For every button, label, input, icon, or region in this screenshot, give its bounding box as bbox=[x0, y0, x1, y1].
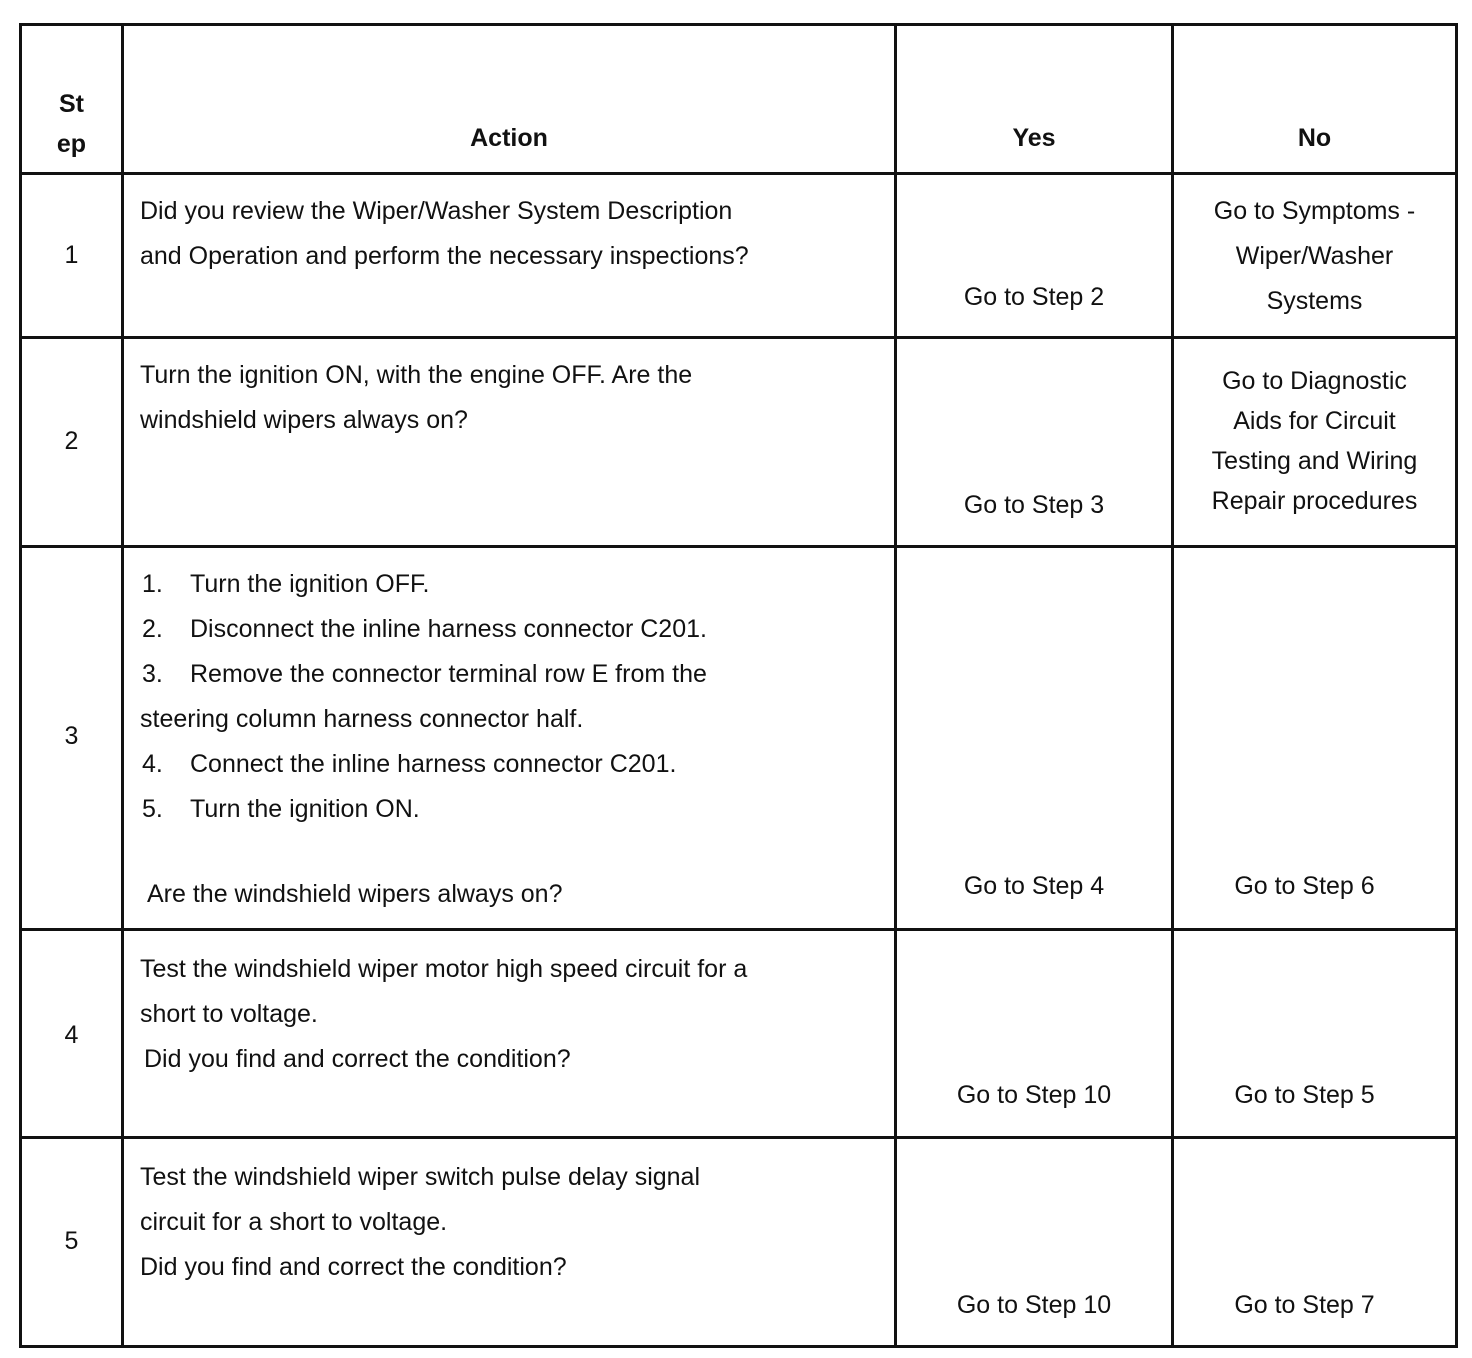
yes-cell bbox=[896, 547, 1173, 930]
yes-cell bbox=[896, 174, 1173, 338]
no-cell bbox=[1173, 174, 1457, 338]
action-line: Did you find and correct the condition? bbox=[140, 1253, 567, 1281]
yes-cell bbox=[896, 930, 1173, 1138]
action-cell bbox=[123, 930, 896, 1138]
no-line: Go to Diagnostic bbox=[1222, 367, 1407, 395]
table-row bbox=[21, 930, 1457, 1138]
header-action bbox=[123, 25, 896, 174]
no-cell bbox=[1173, 930, 1457, 1138]
header-no bbox=[1173, 25, 1457, 174]
action-question: Are the windshield wipers always on? bbox=[147, 880, 563, 908]
no-line: Aids for Circuit bbox=[1233, 407, 1396, 435]
step-number: 1 bbox=[64, 241, 79, 269]
no-cell bbox=[1173, 1138, 1457, 1347]
step-cell bbox=[21, 174, 123, 338]
yes-link[interactable]: Go to Step 10 bbox=[956, 1291, 1112, 1319]
yes-link[interactable]: Go to Step 10 bbox=[956, 1081, 1112, 1109]
yes-cell bbox=[896, 338, 1173, 547]
header-row bbox=[21, 25, 1457, 174]
list-item: 3. Remove the connector terminal row E from the bbox=[142, 660, 707, 688]
header-yes bbox=[896, 25, 1173, 174]
diagnostic-table bbox=[19, 23, 1458, 1348]
action-line: Test the windshield wiper motor high speed circuit for a bbox=[140, 955, 748, 983]
action-line: Did you find and correct the condition? bbox=[144, 1045, 571, 1073]
action-cell bbox=[123, 1138, 896, 1347]
action-line: Turn the ignition ON, with the engine OFF. Are the bbox=[140, 361, 693, 389]
action-line: Test the windshield wiper switch pulse delay signal bbox=[140, 1163, 701, 1191]
list-item-continuation: steering column harness connector half. bbox=[140, 705, 584, 733]
action-steps-list bbox=[140, 562, 874, 832]
action-line: and Operation and perform the necessary inspections? bbox=[140, 242, 749, 270]
table-row bbox=[21, 174, 1457, 338]
yes-link[interactable]: Go to Step 3 bbox=[963, 491, 1105, 519]
action-cell bbox=[123, 547, 896, 930]
no-link[interactable] bbox=[1182, 361, 1447, 521]
no-link[interactable]: Go to Step 7 bbox=[1234, 1291, 1375, 1319]
header-yes-label: Yes bbox=[1012, 124, 1056, 152]
step-cell bbox=[21, 338, 123, 547]
no-cell bbox=[1173, 547, 1457, 930]
action-line: Did you review the Wiper/Washer System Description bbox=[140, 197, 733, 225]
header-step-line2: ep bbox=[56, 130, 87, 158]
list-item: 4. Connect the inline harness connector C201. bbox=[142, 750, 677, 778]
list-item: 5. Turn the ignition ON. bbox=[142, 795, 420, 823]
no-link[interactable]: Go to Step 5 bbox=[1234, 1081, 1375, 1109]
no-link[interactable]: Go to Step 6 bbox=[1234, 872, 1375, 900]
no-line: Systems bbox=[1266, 287, 1363, 315]
no-line: Testing and Wiring bbox=[1211, 447, 1418, 475]
table-row bbox=[21, 547, 1457, 930]
step-number: 2 bbox=[64, 427, 79, 455]
yes-cell bbox=[896, 1138, 1173, 1347]
no-cell bbox=[1173, 338, 1457, 547]
table-row bbox=[21, 338, 1457, 547]
header-step-line1: St bbox=[59, 90, 84, 118]
step-number: 4 bbox=[64, 1021, 79, 1049]
header-action-label: Action bbox=[470, 124, 548, 152]
action-line: circuit for a short to voltage. bbox=[140, 1208, 448, 1236]
list-item: 2. Disconnect the inline harness connector C201. bbox=[142, 615, 707, 643]
header-no-label: No bbox=[1297, 124, 1332, 152]
action-cell bbox=[123, 338, 896, 547]
table-row bbox=[21, 1138, 1457, 1347]
no-line: Go to Symptoms - bbox=[1213, 197, 1416, 225]
step-number: 5 bbox=[64, 1227, 79, 1255]
step-cell bbox=[21, 547, 123, 930]
yes-link[interactable]: Go to Step 2 bbox=[963, 283, 1105, 311]
step-number: 3 bbox=[64, 722, 79, 750]
no-line: Wiper/Washer bbox=[1235, 242, 1394, 270]
step-cell bbox=[21, 1138, 123, 1347]
header-step bbox=[21, 25, 123, 174]
list-item: 1. Turn the ignition OFF. bbox=[142, 570, 430, 598]
action-line: windshield wipers always on? bbox=[140, 406, 468, 434]
yes-link[interactable]: Go to Step 4 bbox=[963, 872, 1105, 900]
no-link[interactable] bbox=[1182, 189, 1447, 324]
step-cell bbox=[21, 930, 123, 1138]
action-cell bbox=[123, 174, 896, 338]
no-line: Repair procedures bbox=[1211, 487, 1418, 515]
action-line: short to voltage. bbox=[140, 1000, 318, 1028]
